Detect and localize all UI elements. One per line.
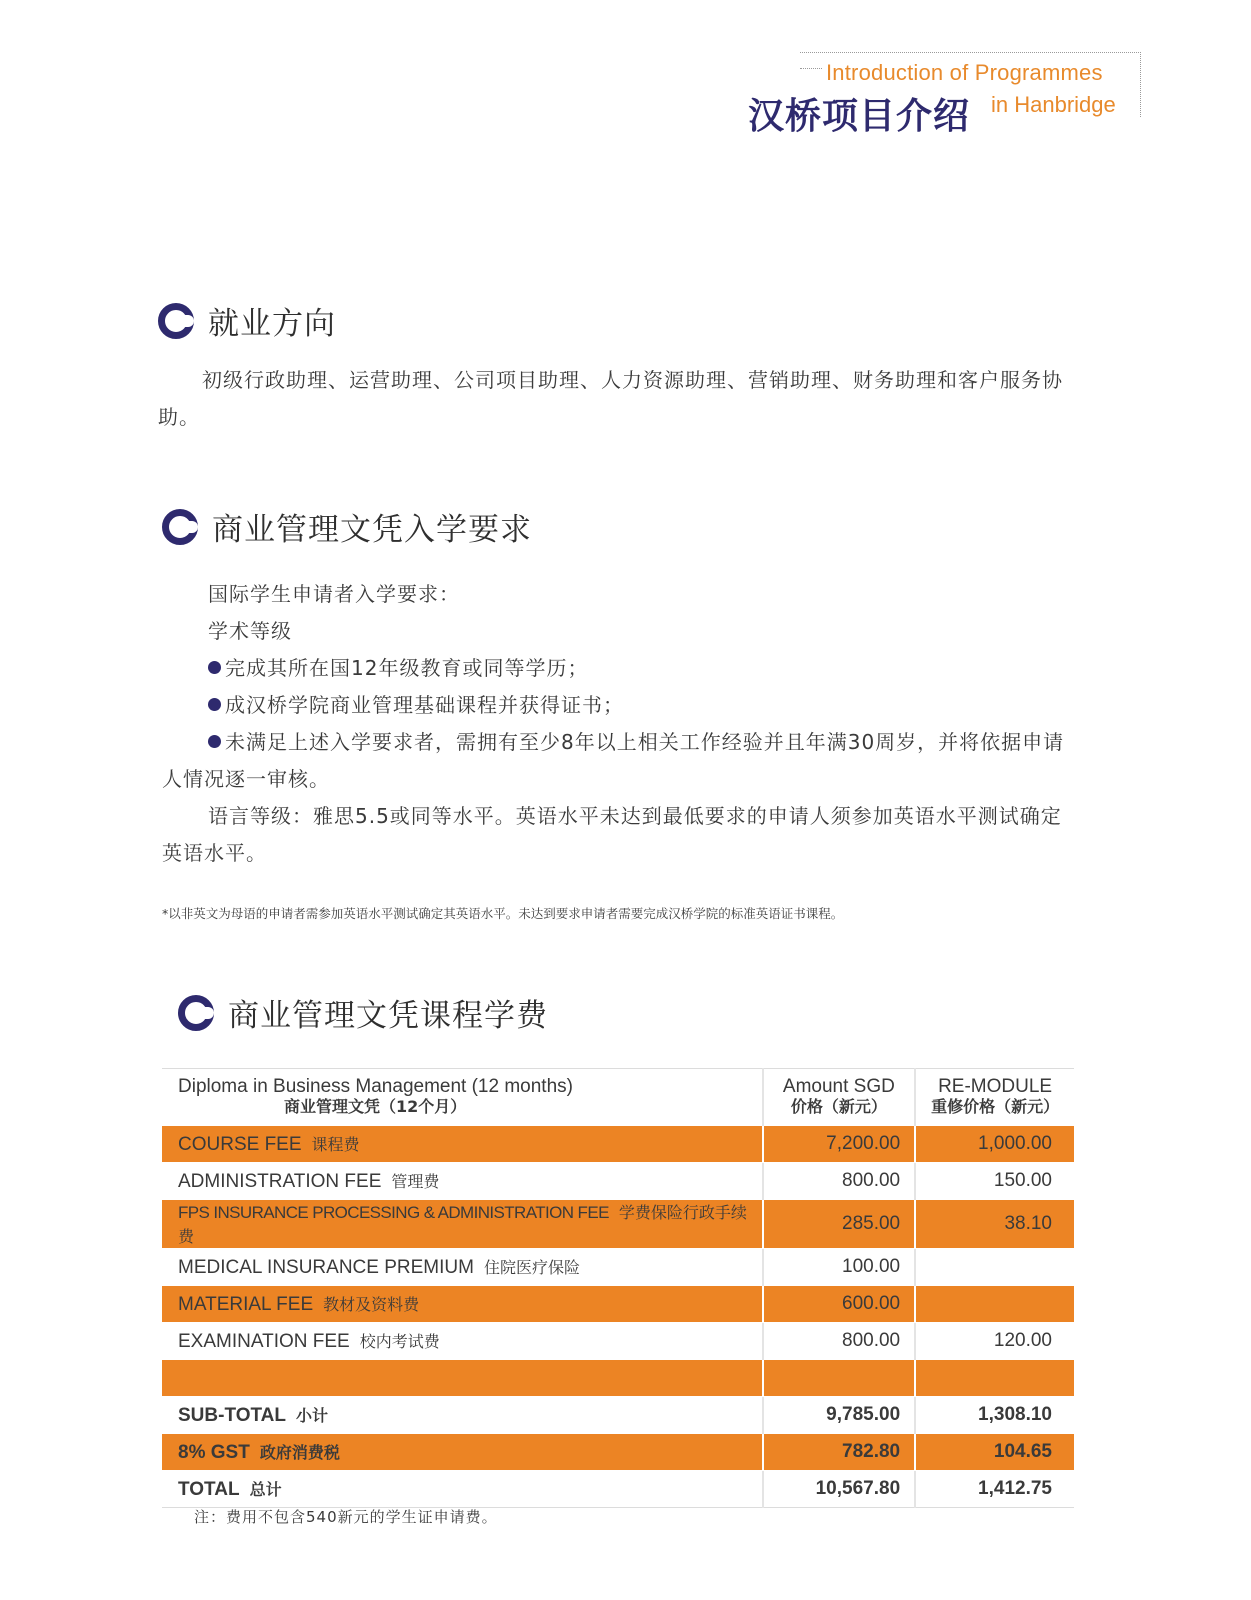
table-row: COURSE FEE 课程费 7,200.00 1,000.00: [162, 1126, 1074, 1163]
table-row: MATERIAL FEE 教材及资料费 600.00: [162, 1286, 1074, 1323]
requirement-item: 成汉桥学院商业管理基础课程并获得证书；: [162, 687, 1074, 724]
admission-footnote: *以非英文为母语的申请者需参加英语水平测试确定其英语水平。未达到要求申请者需要完成汉桥学院的标准英语证书课程。: [162, 906, 844, 921]
section-career-heading: [158, 298, 336, 343]
header-dots: [800, 68, 822, 69]
header-amount: Amount SGD 价格（新元）: [763, 1069, 916, 1126]
table-row-total: TOTAL 总计 10,567.80 1,412.75: [162, 1471, 1074, 1508]
ring-bullet-icon: [178, 995, 214, 1031]
header-en-line2: in Hanbridge: [991, 92, 1116, 117]
header-programme: Diploma in Business Management (12 months) 商业管理文凭（12个月）: [162, 1069, 763, 1126]
section-admission-heading: [162, 504, 532, 549]
table-row: ADMINISTRATION FEE 管理费 800.00 150.00: [162, 1163, 1074, 1200]
bullet-dot-icon: [208, 735, 221, 748]
table-row-empty: [162, 1360, 1074, 1397]
table-row: FPS INSURANCE PROCESSING & ADMINISTRATION FEE 学费保险行政手续费 285.00 38.10: [162, 1200, 1074, 1249]
table-row: EXAMINATION FEE 校内考试费 800.00 120.00: [162, 1323, 1074, 1360]
section-fees-heading: [178, 990, 548, 1035]
table-row-gst: 8% GST 政府消费税 782.80 104.65: [162, 1434, 1074, 1471]
section-title: 商业管理文凭课程学费: [228, 998, 548, 1034]
admission-body: [162, 576, 1074, 872]
header-cn-title: 汉桥项目介绍: [748, 96, 971, 137]
table-row-subtotal: SUB-TOTAL 小计 9,785.00 1,308.10: [162, 1397, 1074, 1434]
language-requirement: 语言等级：雅思5.5或同等水平。英语水平未达到最低要求的申请人须参加英语水平测试确定英语水平。: [162, 804, 1062, 865]
fee-note: 注：费用不包含540新元的学生证申请费。: [194, 1508, 498, 1526]
section-title: 就业方向: [208, 306, 336, 342]
academic-label: 学术等级: [208, 619, 292, 643]
requirement-item: 未满足上述入学要求者，需拥有至少8年以上相关工作经验并且年满30周岁，并将依据申请人情况逐一审核。: [162, 730, 1065, 791]
ring-bullet-icon: [158, 303, 194, 339]
bullet-dot-icon: [208, 698, 221, 711]
requirement-item: 完成其所在国12年级教育或同等学历；: [162, 650, 1074, 687]
intl-label: 国际学生申请者入学要求：: [208, 582, 460, 606]
ring-bullet-icon: [162, 509, 198, 545]
header-en-line1: Introduction of Programmes: [826, 60, 1103, 85]
fee-table: [162, 1068, 1074, 1508]
table-row: MEDICAL INSURANCE PREMIUM 住院医疗保险 100.00: [162, 1249, 1074, 1286]
section-title: 商业管理文凭入学要求: [212, 512, 532, 548]
table-header-row: [162, 1069, 1074, 1126]
career-text: 初级行政助理、运营助理、公司项目助理、人力资源助理、营销助理、财务助理和客户服务协助。: [158, 368, 1063, 429]
bullet-dot-icon: [208, 661, 221, 674]
header-remodule: RE-MODULE 重修价格（新元）: [915, 1069, 1074, 1126]
